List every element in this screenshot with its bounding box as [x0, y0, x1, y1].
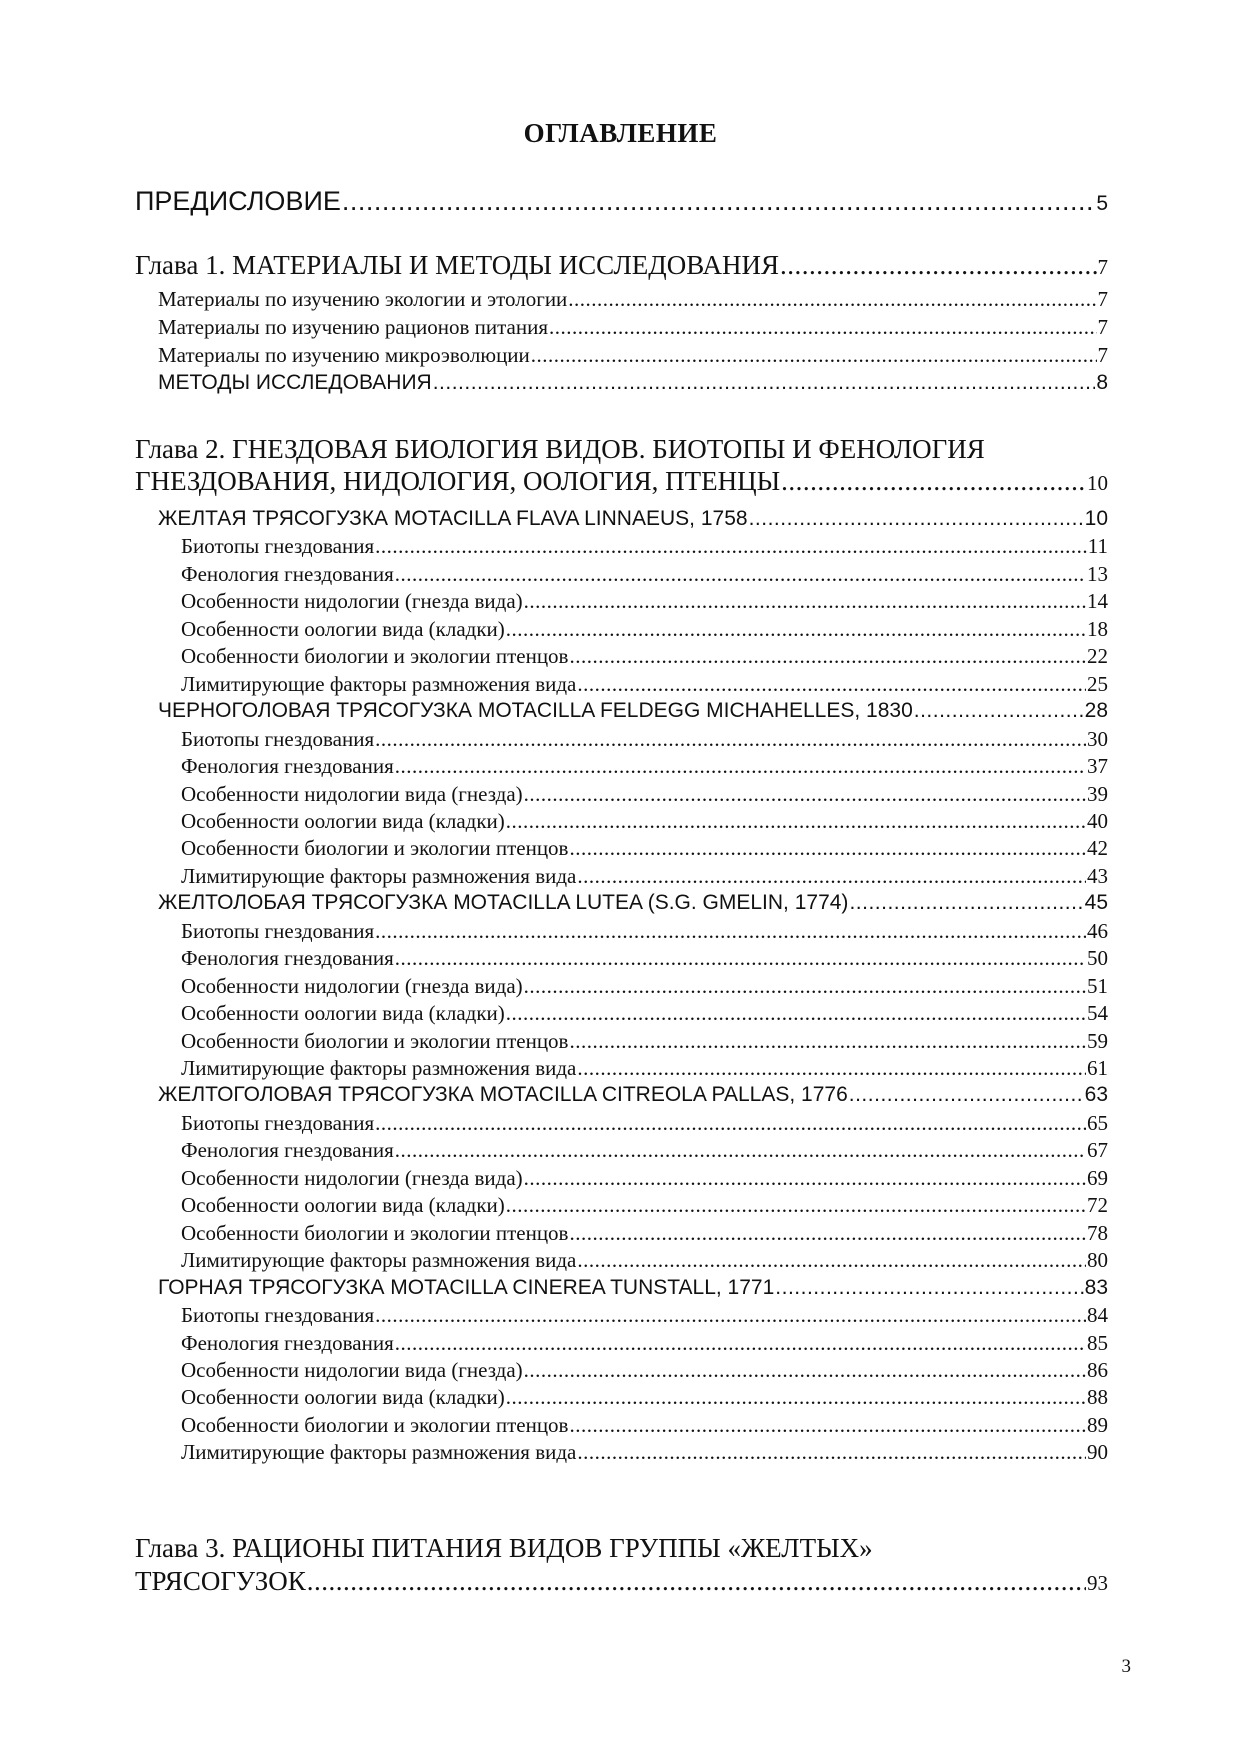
toc-page-number: 83 — [1084, 1276, 1108, 1299]
dot-leader — [375, 1303, 1086, 1328]
toc-page-number: 45 — [1084, 891, 1108, 914]
dot-leader — [849, 1083, 1084, 1107]
toc-entry-label: Материалы по изучению микроэволюции — [158, 343, 530, 367]
dot-leader — [577, 672, 1086, 697]
toc-entry-label: Материалы по изучению рационов питания — [158, 315, 548, 339]
toc-subentry[interactable] — [181, 1358, 1108, 1383]
toc-entry-label: Особенности биологии и экологии птенцов — [181, 836, 569, 860]
toc-page-number: 80 — [1087, 1248, 1108, 1272]
toc-entry-label: Особенности оологии вида (кладки) — [181, 1001, 505, 1025]
toc-entry-label: Фенология гнездования — [181, 1138, 394, 1162]
toc-subentry[interactable] — [181, 589, 1108, 614]
dot-leader — [375, 727, 1086, 752]
toc-subentry[interactable] — [181, 1056, 1108, 1081]
toc-entry-label: ЖЕЛТАЯ ТРЯСОГУЗКА MOTACILLA FLAVA LINNAEUS, 1758 — [158, 507, 748, 530]
toc-subentry[interactable] — [181, 1413, 1108, 1438]
toc-entry-label: Фенология гнездования — [181, 562, 394, 586]
dot-leader — [375, 1111, 1086, 1136]
toc-subentry[interactable] — [181, 782, 1108, 807]
toc-subentry[interactable] — [181, 727, 1108, 752]
toc-page-number: 25 — [1087, 672, 1108, 696]
dot-leader — [524, 589, 1086, 614]
toc-subentry[interactable] — [181, 1440, 1108, 1465]
toc-page-number: 85 — [1087, 1331, 1108, 1355]
toc-page-number: 69 — [1087, 1166, 1108, 1190]
toc-page-number: 22 — [1087, 644, 1108, 668]
dot-leader — [395, 946, 1086, 971]
toc-entry-label: Биотопы гнездования — [181, 1303, 375, 1327]
toc-subentry[interactable] — [158, 371, 1108, 395]
toc-entry-label: МЕТОДЫ ИССЛЕДОВАНИЯ — [158, 371, 432, 394]
toc-subentry[interactable] — [181, 1193, 1108, 1218]
toc-page-number: 51 — [1087, 974, 1108, 998]
toc-page-number: 84 — [1087, 1303, 1108, 1327]
dot-leader — [531, 343, 1097, 368]
toc-subentry[interactable] — [158, 315, 1108, 340]
dot-leader — [569, 1029, 1086, 1054]
toc-page-number: 72 — [1087, 1193, 1108, 1217]
toc-entry-label: Фенология гнездования — [181, 1331, 394, 1355]
toc-subentry[interactable] — [181, 754, 1108, 779]
toc-page-number: 50 — [1087, 946, 1108, 970]
toc-entry-label: ЧЕРНОГОЛОВАЯ ТРЯСОГУЗКА MOTACILLA FELDEGG MICHAHELLES, 1830 — [158, 699, 913, 722]
toc-page-number: 86 — [1087, 1358, 1108, 1382]
toc-page-number: 5 — [1096, 192, 1108, 215]
toc-entry-label: Глава 1. МАТЕРИАЛЫ И МЕТОДЫ ИССЛЕДОВАНИЯ — [135, 250, 780, 280]
toc-subentry[interactable] — [181, 1221, 1108, 1246]
dot-leader — [569, 1413, 1086, 1438]
toc-subentry[interactable] — [181, 1385, 1108, 1410]
toc-page-number: 61 — [1087, 1056, 1108, 1080]
toc-page-number: 10 — [1087, 471, 1108, 495]
dot-leader — [395, 754, 1086, 779]
toc-subentry[interactable] — [158, 343, 1108, 368]
dot-leader — [506, 617, 1086, 642]
toc-page-number: 43 — [1087, 864, 1108, 888]
page-title: ОГЛАВЛЕНИЕ — [523, 118, 718, 148]
toc-subentry[interactable] — [181, 919, 1108, 944]
toc-entry-label: ГНЕЗДОВАНИЯ, НИДОЛОГИЯ, ООЛОГИЯ, ПТЕНЦЫ — [135, 466, 781, 496]
dot-leader — [577, 1248, 1086, 1273]
toc-page-number: 89 — [1087, 1413, 1108, 1437]
toc-subentry[interactable] — [181, 1029, 1108, 1054]
dot-leader — [577, 1440, 1086, 1465]
toc-subentry[interactable] — [181, 836, 1108, 861]
toc-subentry[interactable] — [181, 1331, 1108, 1356]
toc-entry-label: Особенности оологии вида (кладки) — [181, 1193, 505, 1217]
toc-subentry[interactable] — [181, 809, 1108, 834]
toc-entry-label: Особенности биологии и экологии птенцов — [181, 644, 569, 668]
dot-leader — [506, 809, 1086, 834]
toc-entry-label: Биотопы гнездования — [181, 727, 375, 751]
dot-leader — [375, 534, 1087, 559]
toc-entry-label: Особенности оологии вида (кладки) — [181, 809, 505, 833]
toc-subentry[interactable] — [181, 1248, 1108, 1273]
toc-entry-label: ЖЕЛТОГОЛОВАЯ ТРЯСОГУЗКА MOTACILLA CITREOLA PALLAS, 1776 — [158, 1083, 848, 1106]
toc-page-number: 7 — [1097, 255, 1108, 279]
dot-leader — [569, 644, 1086, 669]
toc-page-number: 90 — [1087, 1440, 1108, 1464]
dot-leader — [781, 466, 1086, 497]
toc-subentry[interactable] — [181, 1166, 1108, 1191]
toc-entry-label: Лимитирующие факторы размножения вида — [181, 1248, 577, 1272]
toc-entry-label: Особенности биологии и экологии птенцов — [181, 1221, 569, 1245]
toc-subentry[interactable] — [181, 562, 1108, 587]
dot-leader — [577, 864, 1086, 889]
toc-entry-label: Материалы по изучению экологии и этологии — [158, 287, 568, 311]
toc-entry-label: Фенология гнездования — [181, 754, 394, 778]
toc-entry-label: ЖЕЛТОЛОБАЯ ТРЯСОГУЗКА MOTACILLA LUTEA (S.G. GMELIN, 1774) — [158, 891, 849, 914]
dot-leader — [569, 836, 1086, 861]
toc-page-number: 65 — [1087, 1111, 1108, 1135]
toc-entry-chapter2[interactable] — [135, 466, 1108, 497]
toc-entry-chapter3[interactable] — [135, 1566, 1108, 1597]
dot-leader — [749, 507, 1084, 531]
toc-subentry[interactable] — [181, 946, 1108, 971]
toc-page-number: 42 — [1087, 836, 1108, 860]
toc-entry-label: Особенности биологии и экологии птенцов — [181, 1413, 569, 1437]
toc-subentry[interactable] — [181, 1138, 1108, 1163]
toc-entry-label: Лимитирующие факторы размножения вида — [181, 672, 577, 696]
toc-entry-label: Особенности нидологии (гнезда вида) — [181, 974, 523, 998]
dot-leader — [395, 562, 1086, 587]
toc-page-number: 8 — [1096, 371, 1108, 394]
toc-entry-preface[interactable] — [135, 186, 1108, 217]
toc-entry-species[interactable] — [158, 699, 1108, 723]
toc-entry-label: Лимитирующие факторы размножения вида — [181, 1056, 577, 1080]
toc-subentry[interactable] — [181, 534, 1108, 559]
toc-page-number: 78 — [1087, 1221, 1108, 1245]
toc-page-number: 13 — [1087, 562, 1108, 586]
toc-page-number: 67 — [1087, 1138, 1108, 1162]
toc-subentry[interactable] — [181, 672, 1108, 697]
toc-entry-label: Особенности оологии вида (кладки) — [181, 1385, 505, 1409]
toc-subentry[interactable] — [181, 644, 1108, 669]
toc-page-number: 40 — [1087, 809, 1108, 833]
toc-subentry[interactable] — [181, 1001, 1108, 1026]
dot-leader — [524, 974, 1086, 999]
toc-subentry[interactable] — [181, 617, 1108, 642]
toc-page-number: 7 — [1097, 315, 1108, 339]
dot-leader — [524, 1358, 1086, 1383]
toc-page-number: 14 — [1087, 589, 1108, 613]
dot-leader — [342, 186, 1095, 217]
dot-leader — [524, 782, 1086, 807]
toc-subentry[interactable] — [181, 974, 1108, 999]
toc-page-number: 46 — [1087, 919, 1108, 943]
toc-entry-chapter2-line1[interactable]: Глава 2. ГНЕЗДОВАЯ БИОЛОГИЯ ВИДОВ. БИОТОПЫ И ФЕНОЛОГИЯ — [135, 434, 985, 464]
dot-leader — [914, 699, 1084, 723]
dot-leader — [395, 1138, 1086, 1163]
toc-page-number: 7 — [1097, 287, 1108, 311]
toc-page-number: 10 — [1084, 507, 1108, 530]
toc-entry-species[interactable] — [158, 891, 1108, 915]
toc-page-number: 28 — [1084, 699, 1108, 722]
toc-subentry[interactable] — [158, 287, 1108, 312]
toc-entry-species[interactable] — [158, 1276, 1108, 1300]
dot-leader — [506, 1385, 1086, 1410]
toc-page-number: 18 — [1087, 617, 1108, 641]
toc-entry-label: Особенности нидологии вида (гнезда) — [181, 1358, 523, 1382]
dot-leader — [549, 315, 1097, 340]
toc-page-number: 37 — [1087, 754, 1108, 778]
toc-subentry[interactable] — [181, 1111, 1108, 1136]
toc-entry-label: Биотопы гнездования — [181, 919, 375, 943]
dot-leader — [524, 1166, 1086, 1191]
toc-entry-label: ГОРНАЯ ТРЯСОГУЗКА MOTACILLA CINEREA TUNSTALL, 1771 — [158, 1276, 775, 1299]
dot-leader — [775, 1276, 1083, 1300]
toc-entry-label: Особенности нидологии (гнезда вида) — [181, 589, 523, 613]
toc-entry-label: Лимитирующие факторы размножения вида — [181, 1440, 577, 1464]
toc-page-number: 30 — [1087, 727, 1108, 751]
toc-entry-label: Особенности оологии вида (кладки) — [181, 617, 505, 641]
toc-entry-label: Особенности биологии и экологии птенцов — [181, 1029, 569, 1053]
toc-page-number: 88 — [1087, 1385, 1108, 1409]
dot-leader — [307, 1566, 1086, 1597]
dot-leader — [577, 1056, 1086, 1081]
toc-page-number: 54 — [1087, 1001, 1108, 1025]
dot-leader — [433, 371, 1096, 395]
toc-entry-label: Фенология гнездования — [181, 946, 394, 970]
toc-entry-chapter1[interactable] — [135, 250, 1108, 281]
toc-page-number: 59 — [1087, 1029, 1108, 1053]
toc-page-number: 7 — [1097, 343, 1108, 367]
toc-entry-label: Лимитирующие факторы размножения вида — [181, 864, 577, 888]
toc-subentry[interactable] — [181, 864, 1108, 889]
toc-page-number: 93 — [1087, 1571, 1108, 1595]
dot-leader — [395, 1331, 1086, 1356]
toc-entry-label: ТРЯСОГУЗОК — [135, 1566, 306, 1596]
toc-entry-label: Особенности нидологии вида (гнезда) — [181, 782, 523, 806]
dot-leader — [506, 1001, 1086, 1026]
toc-entry-label: Биотопы гнездования — [181, 534, 375, 558]
toc-page-number: 39 — [1087, 782, 1108, 806]
dot-leader — [375, 919, 1086, 944]
toc-entry-species[interactable] — [158, 1083, 1108, 1107]
toc-page-number: 11 — [1087, 534, 1108, 558]
dot-leader — [780, 250, 1096, 281]
page-number: 3 — [1121, 1656, 1131, 1677]
dot-leader — [849, 891, 1083, 915]
toc-subentry[interactable] — [181, 1303, 1108, 1328]
toc-entry-label: ПРЕДИСЛОВИЕ — [135, 186, 341, 216]
dot-leader — [569, 1221, 1086, 1246]
toc-page-number: 63 — [1084, 1083, 1108, 1106]
toc-entry-species[interactable] — [158, 507, 1108, 531]
toc-entry-label: Биотопы гнездования — [181, 1111, 375, 1135]
dot-leader — [506, 1193, 1086, 1218]
dot-leader — [568, 287, 1096, 312]
toc-entry-chapter3-line1[interactable]: Глава 3. РАЦИОНЫ ПИТАНИЯ ВИДОВ ГРУППЫ «ЖЕЛТЫХ» — [135, 1533, 873, 1563]
toc-entry-label: Особенности нидологии (гнезда вида) — [181, 1166, 523, 1190]
